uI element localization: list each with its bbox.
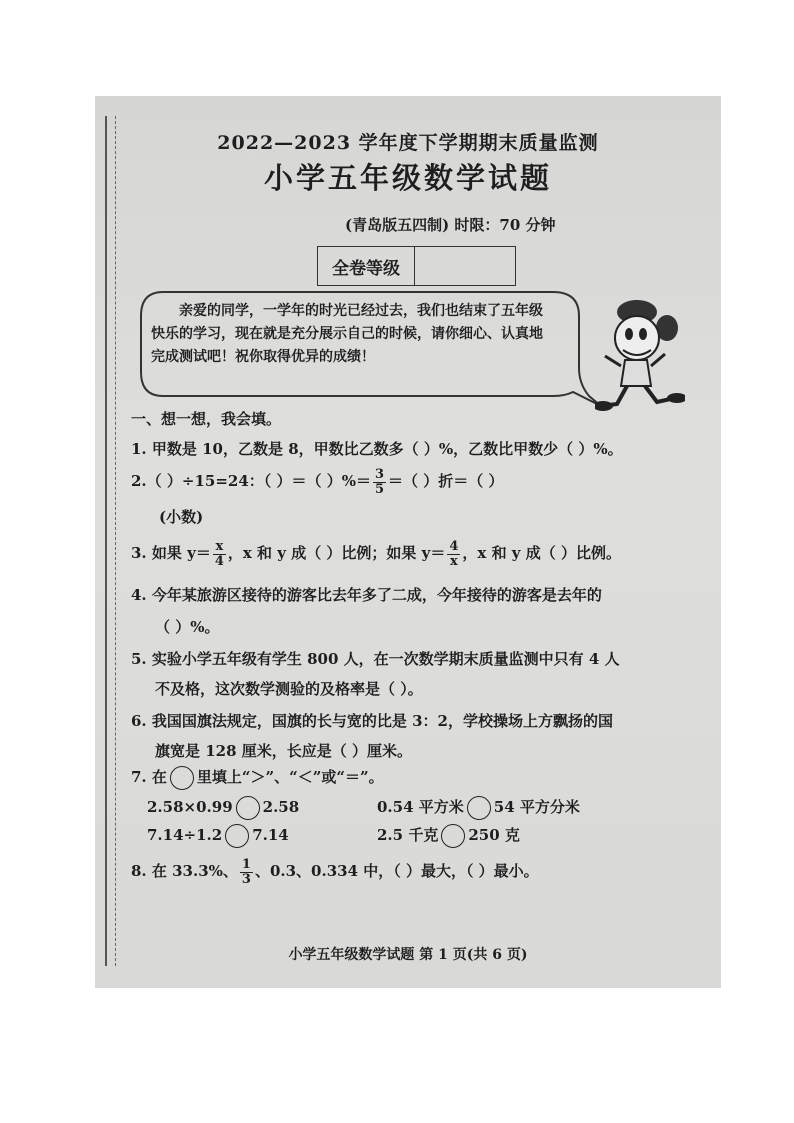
q8-part2: 、0.3、0.334 中，（ ）最大，（ ）最小。 [254, 862, 539, 880]
q7-item-3 [147, 824, 289, 848]
q7-item-2-blank[interactable] [467, 796, 491, 820]
grade-value-cell [415, 247, 515, 285]
q7-item-1-blank[interactable] [236, 796, 260, 820]
q8-fraction [240, 858, 253, 887]
mascot-illustration [595, 294, 685, 414]
q7-item-4 [377, 824, 520, 848]
q3-part2: ，x 和 y 成（ ）比例；如果 y＝ [227, 544, 446, 562]
page-footer: 小学五年级数学试题 第 1 页(共 6 页) [288, 947, 528, 963]
q3-frac1-den: 4 [214, 553, 224, 569]
q7-item-3-right: 7.14 [252, 826, 289, 844]
exam-subtitle: (青岛版五四制) 时限：70 分钟 [345, 216, 556, 234]
question-5-line2: 不及格，这次数学测验的及格率是（ ）。 [155, 680, 423, 698]
q7-item-1-right: 2.58 [262, 798, 300, 816]
q3-part1: 3. 如果 y＝ [131, 544, 211, 562]
q7-suffix: 里填上“＞”、“＜”或“＝”。 [196, 768, 384, 786]
q7-prefix: 7. 在 [131, 768, 167, 786]
section-heading: 一、想一想，我会填。 [131, 410, 282, 428]
q2-part2: ＝（ ）折＝（ ） [388, 472, 504, 490]
q7-item-3-left: 7.14÷1.2 [147, 826, 223, 844]
question-4-line1: 4. 今年某旅游区接待的游客比去年多了二成，今年接待的游客是去年的 [131, 586, 602, 604]
question-1: 1. 甲数是 10，乙数是 8，甲数比乙数多（ ）%，乙数比甲数少（ ）%。 [131, 440, 623, 458]
q2-part1: 2.（ ）÷15=24：（ ）＝（ ）%＝ [131, 472, 371, 490]
question-4-line2: （ ）%。 [155, 618, 220, 636]
q7-item-1 [147, 796, 299, 820]
question-2 [131, 466, 701, 497]
q3-fraction-2 [447, 540, 460, 569]
q7-item-2 [377, 796, 580, 820]
q3-frac2-num: 4 [449, 538, 459, 554]
q3-part3: ，x 和 y 成（ ）比例。 [462, 544, 621, 562]
bubble-text: 亲爱的同学，一学年的时光已经过去，我们也结束了五年级快乐的学习，现在就是充分展示自己的时候，请你细心、认真地完成测试吧！祝你取得优异的成绩！ [151, 303, 543, 365]
q7-item-4-left: 2.5 千克 [377, 826, 439, 844]
question-8 [131, 856, 701, 887]
exam-main-title: 小学五年级数学试题 [263, 161, 552, 195]
q3-frac1-num: x [213, 540, 226, 555]
q8-frac-den: 3 [241, 871, 251, 887]
question-3 [131, 538, 701, 569]
grade-box [317, 246, 516, 286]
question-5-line1: 5. 实验小学五年级有学生 800 人，在一次数学期末质量监测中只有 4 人 [131, 650, 620, 668]
q7-item-4-blank[interactable] [441, 824, 465, 848]
q8-frac-num: 1 [241, 856, 251, 872]
exam-year-title: 2022—2023 学年度下学期期末质量监测 [217, 132, 599, 154]
q2-frac-num: 3 [374, 466, 385, 482]
question-6-line1: 6. 我国国旗法规定，国旗的长与宽的比是 3：2，学校操场上方飘扬的国 [131, 712, 613, 730]
q7-item-1-left: 2.58×0.99 [147, 798, 233, 816]
q7-item-2-left: 0.54 平方米 [377, 798, 464, 816]
q7-item-3-blank[interactable] [225, 824, 249, 848]
q2-line2: (小数) [159, 508, 204, 526]
question-6-line2: 旗宽是 128 厘米，长应是（ ）厘米。 [155, 742, 412, 760]
q7-item-2-right: 54 平方分米 [493, 798, 580, 816]
q3-fraction-1 [213, 540, 226, 569]
exam-photo [95, 96, 721, 988]
q3-frac2-den: x [450, 553, 458, 569]
grade-label: 全卷等级 [318, 247, 415, 285]
question-7 [131, 762, 701, 792]
q2-frac-den: 5 [374, 481, 385, 497]
q8-part1: 8. 在 33.3%、 [131, 862, 238, 880]
q7-item-4-right: 250 克 [468, 826, 520, 844]
circle-icon [170, 766, 194, 790]
binding-margin [105, 116, 116, 966]
q2-fraction [373, 468, 386, 497]
